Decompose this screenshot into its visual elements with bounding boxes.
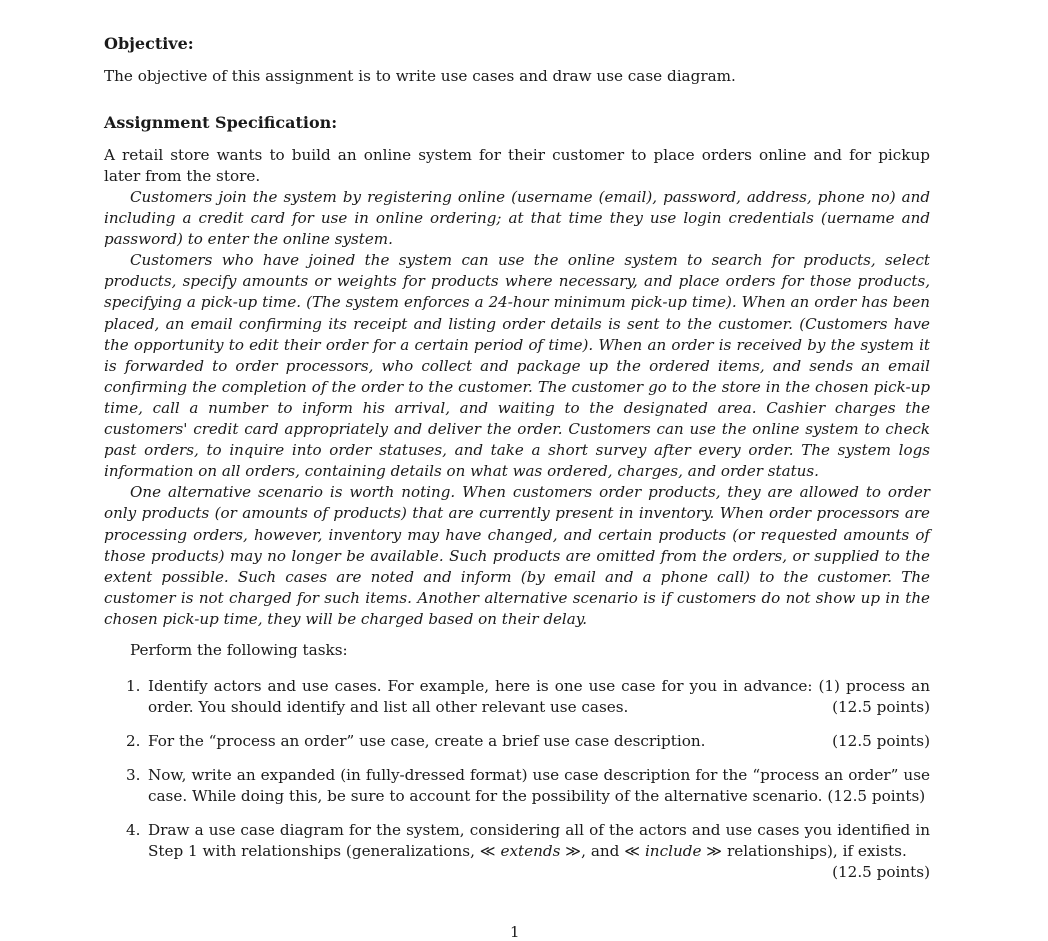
task-text: Now, write an expanded (in fully-dressed format) use case description for the “process an order” use case. While doing this, be sure to account for the possibility of the alternative scenario. [148,766,930,805]
task-points: (12.5 points) [832,732,930,750]
include-stereotype: include [644,842,702,860]
registration-paragraph: Customers join the system by registering online (username (email), password, address, phone no) and including a credit card for use in online ordering; at that time they use login credentials (uername and password) to enter the online system. [104,188,930,249]
page-number: 1 [510,923,520,941]
task-text-start: Draw a use case diagram for the system, considering all of the actors and use cases you identified in Step 1 with relationships (generalizations, ≪ [148,821,930,860]
task-points: (12.5 points) [832,863,930,881]
extends-stereotype: extends [500,842,561,860]
task-text: Identify actors and use cases. For example, here is one use case for you in advance: (1) process an order. You should identify and list all other relevant use cases. [148,677,930,716]
task-text: For the “process an order” use case, create a brief use case description. [148,732,706,750]
task-item-4 [126,820,930,881]
task-item-1 [126,676,930,718]
task-number: 3. [126,766,141,784]
alternative-scenario-paragraph: One alternative scenario is worth noting. When customers order products, they are allowed to order only products (or amounts of products) that are currently present in inventory. When order processors are processing orders, however, inventory may have changed, and certain products (or requested amounts of those products) may no longer be available. Such products are omitted from the orders, or supplied to the extent possible. Such cases are noted and inform (by email and a phone call) to the customer. The customer is not charged for such items. Another alternative scenario is if customers do not show up in the chosen pick-up time, they will be charged based on their delay. [104,483,930,628]
specification-scenario-text [104,187,930,630]
ordering-paragraph: Customers who have joined the system can use the online system to search for products, select products, specify amounts or weights for products where necessary, and place orders for those products, specifying a pick-up time. (The system enforces a 24-hour minimum pick-up time). When an order has been placed, an email confirming its receipt and listing order details is sent to the customer. (Customers have the opportunity to edit their order for a certain period of time). When an order is received by the system it is forwarded to order processors, who collect and package up the ordered items, and sends an email confirming the completion of the order to the customer. The customer go to the store in the chosen pick-up time, call a number to inform his arrival, and waiting to the designated area. Cashier charges the customers' credit card appropriately and deliver the order. Customers can use the online system to check past orders, to inquire into order statuses, and take a short survey after every order. The system logs information on all orders, containing details on what was ordered, charges, and order status. [104,251,930,481]
specification-heading: Assignment Specification: [104,113,338,132]
task-number: 2. [126,732,141,750]
task-text-middle: ≫, and ≪ [560,842,645,860]
tasks-intro: Perform the following tasks: [130,641,348,659]
objective-heading: Objective: [104,34,194,53]
task-text-end: ≫ relationships), if exists. [701,842,907,860]
task-points: (12.5 points) [832,698,930,716]
task-number: 1. [126,677,141,695]
task-number: 4. [126,821,141,839]
task-item-3 [126,765,930,807]
task-points: (12.5 points) [827,787,926,805]
objective-text: The objective of this assignment is to write use cases and draw use case diagram. [104,67,736,85]
task-item-2 [126,731,930,752]
specification-intro: A retail store wants to build an online system for their customer to place orders online and for pickup later from the store. [104,146,930,185]
task-list [126,676,930,883]
